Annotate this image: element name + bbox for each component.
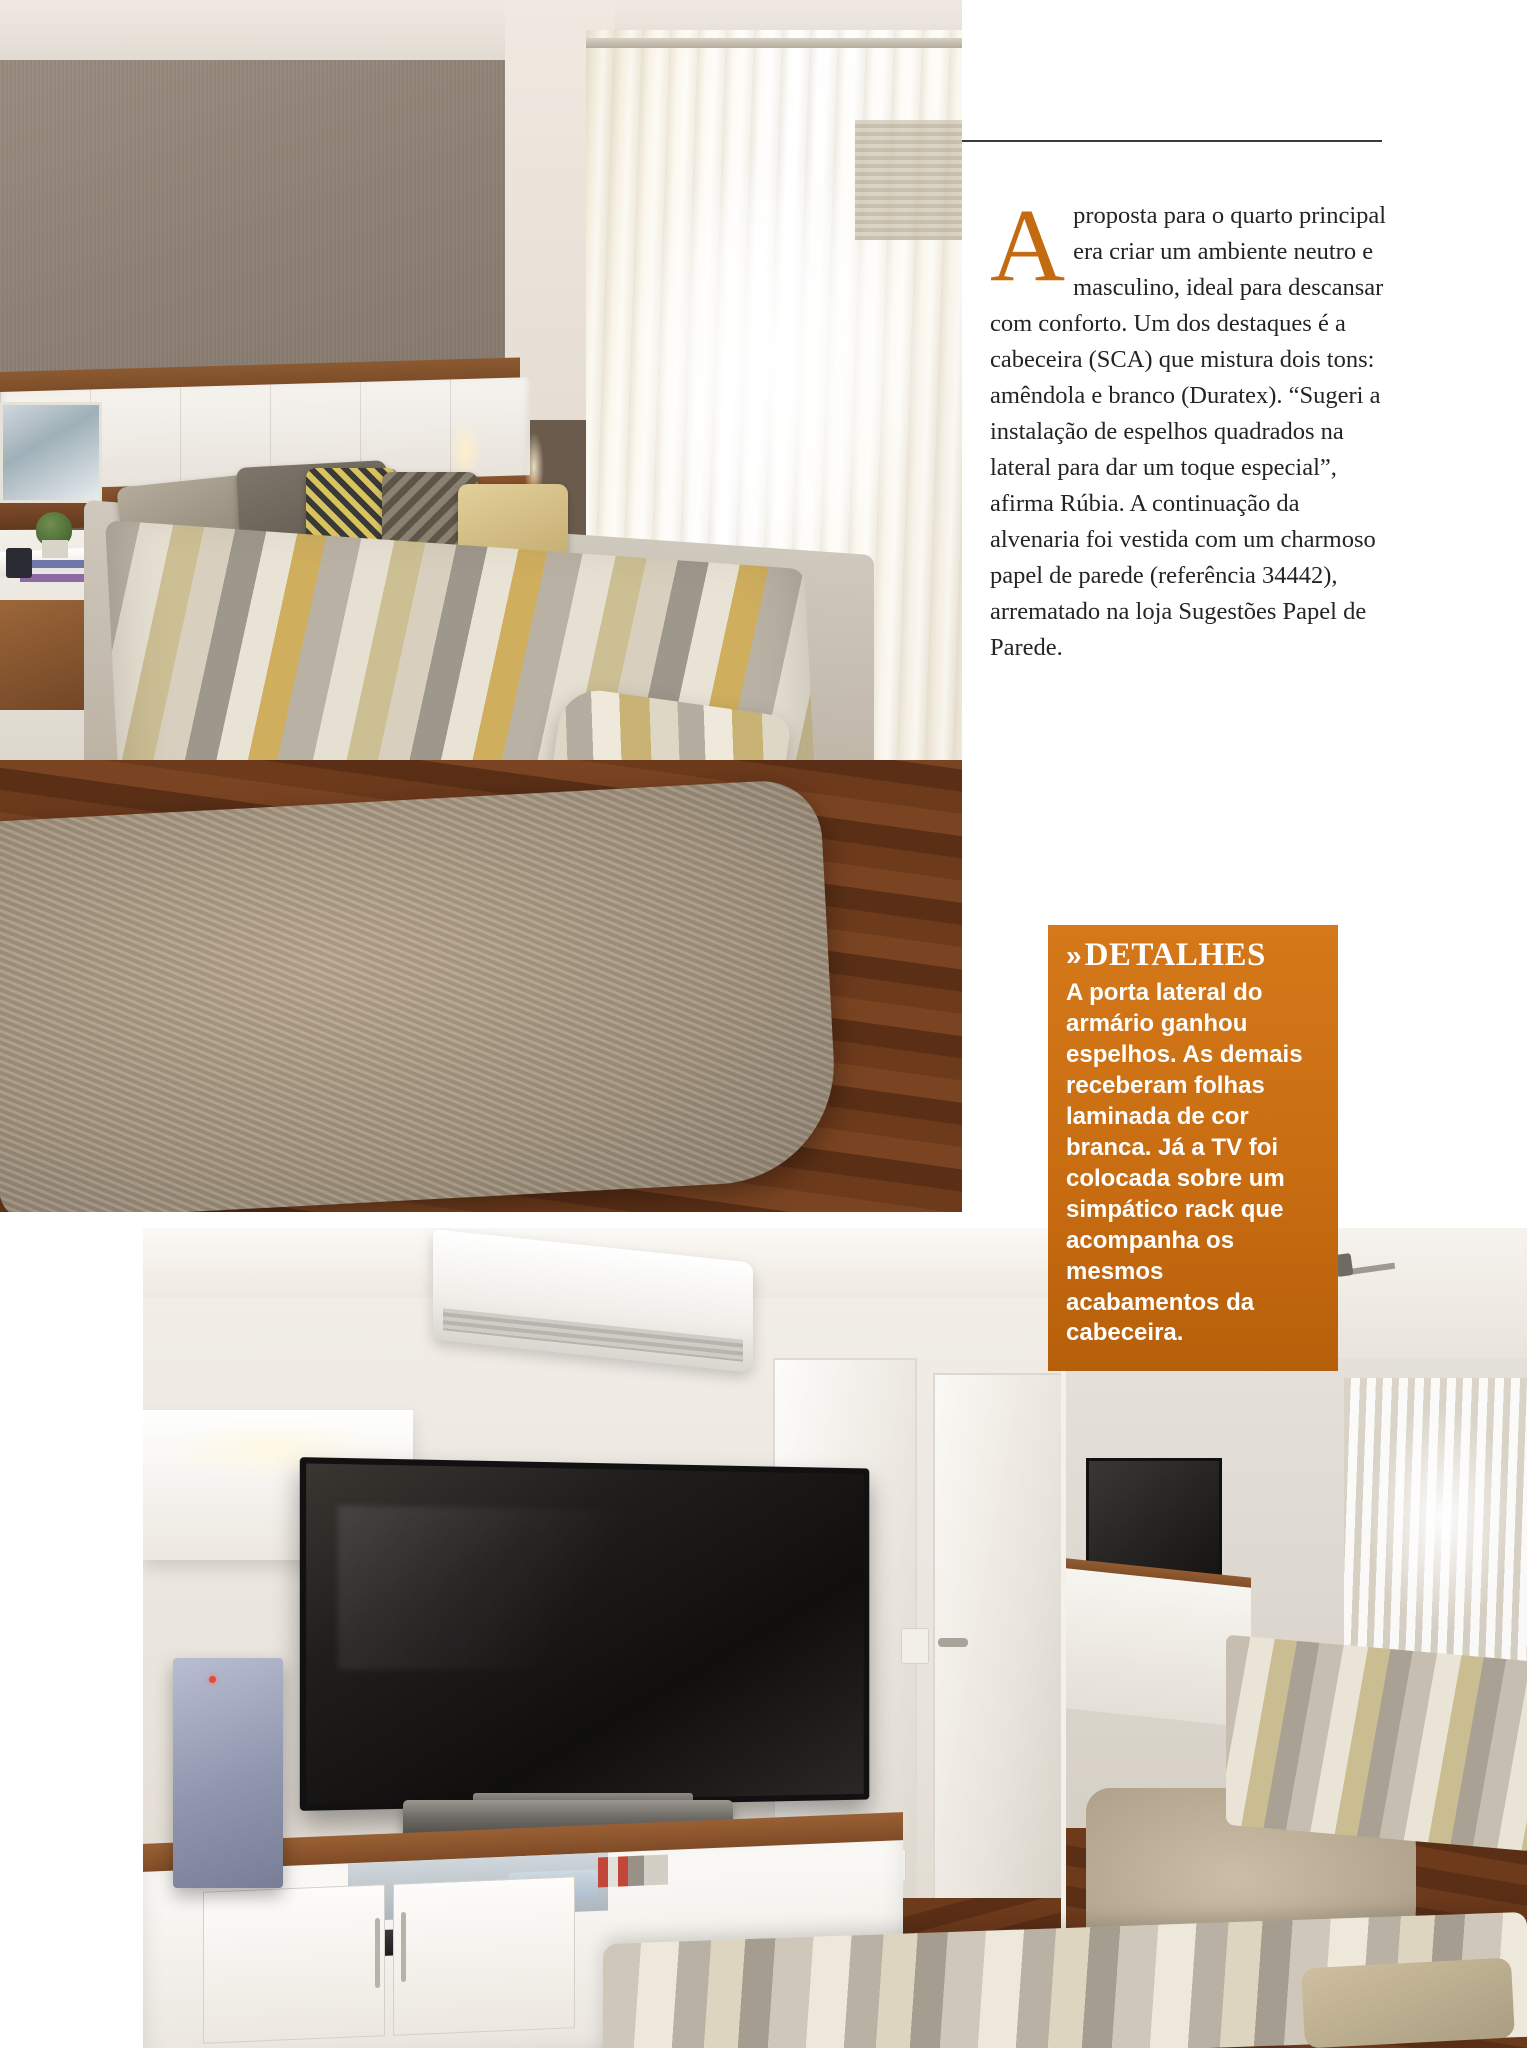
detalhes-title: [1066, 939, 1320, 972]
article-body-text: proposta para o quarto principal era criar um ambiente neutro e masculino, ideal para descansar com conforto. Um dos destaques é a cabeceira (SCA) que mistura dois tons: amêndola e branco (Duratex). “Sugeri a instalação de espelhos quadrados na lateral para dar um toque especial”, afirma Rúbia. A continuação da alvenaria foi vestida com um charmoso papel de parede (referência 34442), arrematado na loja Sugestões Papel de Parede.: [990, 202, 1387, 661]
detalhes-callout-box: [1048, 925, 1338, 1371]
rack-cabinet-door: [393, 1876, 575, 2036]
drop-cap: A: [990, 188, 1066, 303]
cabinet-handle-icon: [375, 1918, 380, 1988]
rug-texture: [0, 778, 840, 1212]
rack-books: [598, 1855, 668, 1888]
page-gutter: [0, 1212, 143, 2048]
cabinet-handle-icon: [401, 1912, 406, 1982]
wall-texture: [0, 0, 520, 400]
shag-rug: [0, 778, 840, 1212]
speaker-led-indicator: [209, 1676, 216, 1683]
photo-bedroom: [0, 0, 962, 1212]
mirror-reflected-bed: [1226, 1635, 1527, 1852]
floor-speaker: [173, 1658, 283, 1888]
plant-pot: [42, 540, 68, 558]
mirror-reflected-window-glow: [1366, 1408, 1516, 1628]
window-blind: [855, 120, 962, 240]
foreground-pillow: [1301, 1958, 1515, 2048]
light-switch-icon: [901, 1628, 929, 1664]
door-handle-icon: [938, 1638, 968, 1647]
television-screen: [300, 1457, 869, 1811]
article-body: [990, 140, 1395, 666]
screen-reflection: [338, 1505, 683, 1670]
page-bottom-margin: [0, 1930, 143, 2048]
detalhes-title-text: DETALHES: [1084, 937, 1266, 973]
curtain-rod: [586, 38, 962, 48]
mirror-reflected-rack: [1066, 1568, 1251, 1727]
alarm-clock-icon: [6, 548, 32, 578]
article-text-column: [990, 140, 1395, 666]
bedroom-wall: [0, 0, 520, 400]
square-mirror: [0, 402, 102, 503]
rack-cabinet-door: [203, 1884, 385, 2044]
double-chevron-icon: »: [1066, 939, 1078, 971]
detalhes-body-text: A porta lateral do armário ganhou espelhos. As demais receberam folhas laminada de cor branca. Já a TV foi colocada sobre um simpático rack que acompanha os mesmos acabamentos da cabeceira.: [1066, 979, 1303, 1347]
